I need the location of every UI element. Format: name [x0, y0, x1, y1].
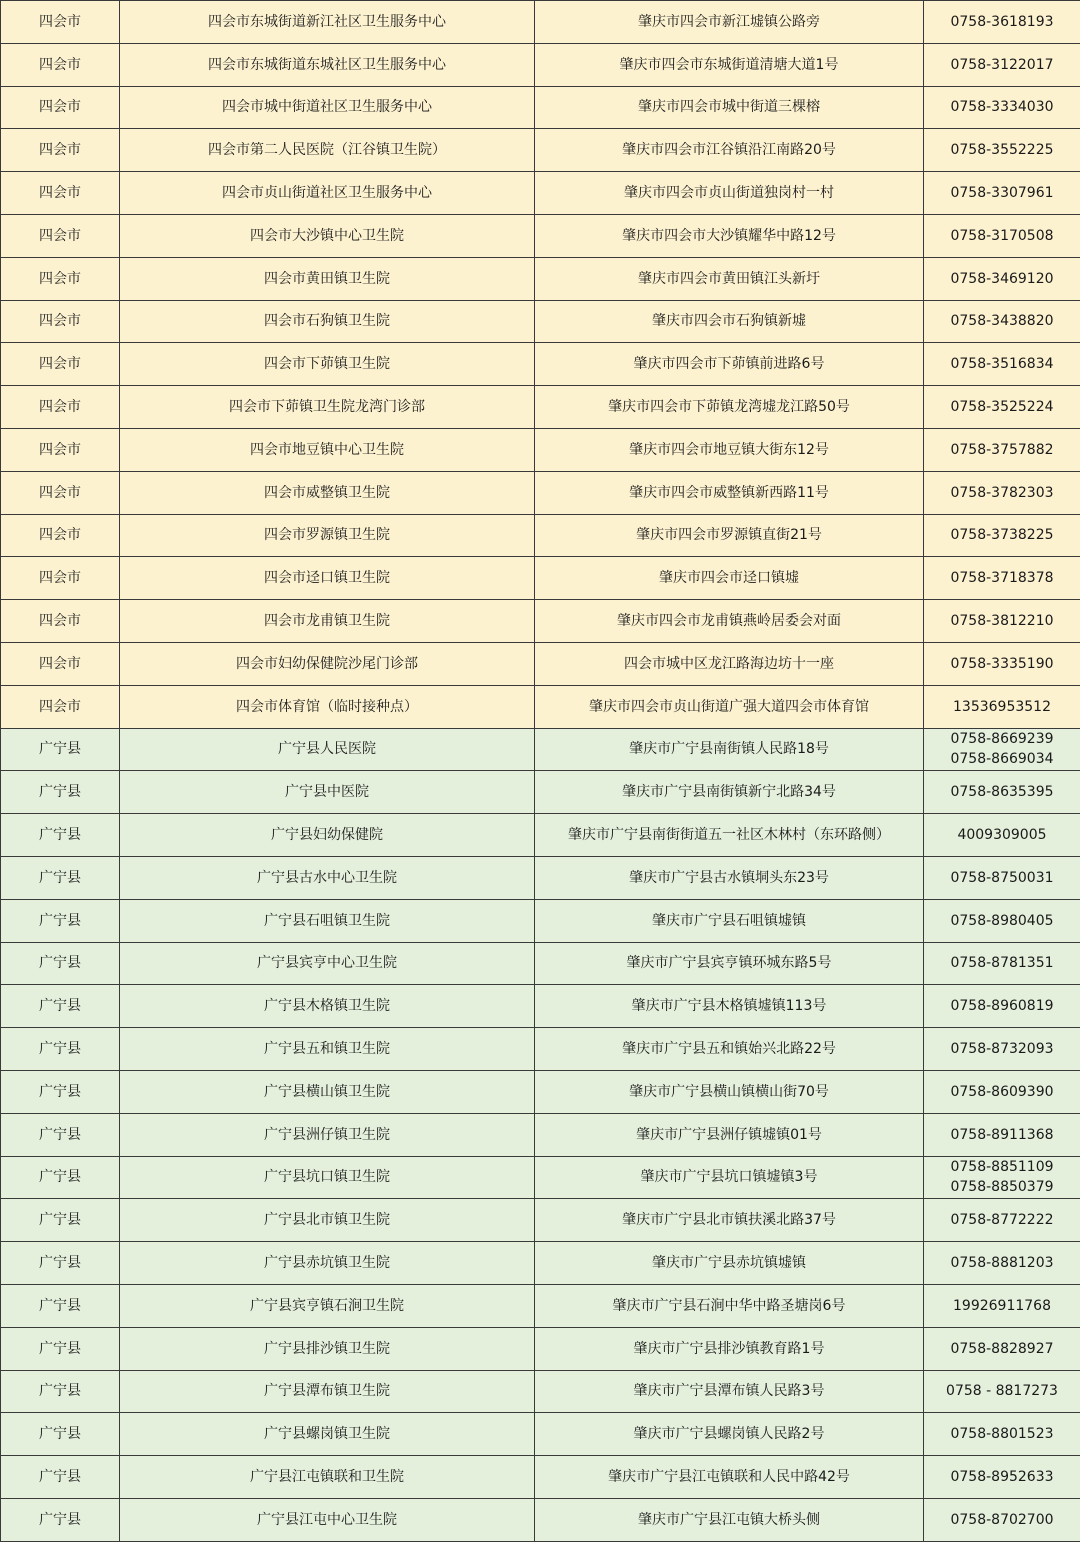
address-cell: 肇庆市四会市江谷镇沿江南路20号 — [535, 129, 924, 172]
phone-cell — [924, 129, 1080, 172]
address-cell: 肇庆市广宁县螺岗镇人民路2号 — [535, 1413, 924, 1456]
area-cell: 广宁县 — [1, 1070, 120, 1113]
area-cell: 四会市 — [1, 685, 120, 728]
site-name-cell: 四会市体育馆（临时接种点） — [120, 685, 535, 728]
area-cell: 四会市 — [1, 642, 120, 685]
table-row — [1, 1070, 1080, 1113]
phone-number: 0758-8732093 — [950, 1041, 1054, 1058]
table-row — [1, 257, 1080, 300]
site-name-cell: 广宁县螺岗镇卫生院 — [120, 1413, 535, 1456]
address-cell: 肇庆市四会市贞山街道广强大道四会市体育馆 — [535, 685, 924, 728]
site-name-cell: 四会市大沙镇中心卫生院 — [120, 214, 535, 257]
area-cell: 四会市 — [1, 343, 120, 386]
phone-cell — [924, 557, 1080, 600]
phone-number: 0758-8980405 — [950, 912, 1054, 929]
phone-number: 0758-3334030 — [950, 99, 1054, 116]
site-name-cell: 广宁县石咀镇卫生院 — [120, 899, 535, 942]
site-name-cell: 四会市迳口镇卫生院 — [120, 557, 535, 600]
area-cell: 四会市 — [1, 172, 120, 215]
phone-number: 0758-3525224 — [950, 399, 1054, 416]
phone-cell — [924, 1456, 1080, 1499]
table-row — [1, 1284, 1080, 1327]
site-name-cell: 广宁县洲仔镇卫生院 — [120, 1113, 535, 1156]
phone-number: 0758-8881203 — [950, 1255, 1054, 1271]
phone-number: 0758-8850379 — [950, 1179, 1054, 1196]
area-cell: 广宁县 — [1, 1113, 120, 1156]
table-row — [1, 1498, 1080, 1541]
phone-cell — [924, 343, 1080, 386]
address-cell: 肇庆市广宁县排沙镇教育路1号 — [535, 1327, 924, 1370]
phone-number: 0758-8828927 — [950, 1340, 1054, 1357]
area-cell: 广宁县 — [1, 1156, 120, 1199]
phone-cell — [924, 257, 1080, 300]
area-cell: 四会市 — [1, 557, 120, 600]
table-row — [1, 471, 1080, 514]
phone-number: 0758-3552225 — [950, 142, 1054, 159]
address-cell: 肇庆市广宁县横山镇横山街70号 — [535, 1070, 924, 1113]
site-name-cell: 四会市妇幼保健院沙尾门诊部 — [120, 642, 535, 685]
address-cell: 肇庆市广宁县潭布镇人民路3号 — [535, 1370, 924, 1413]
area-cell: 广宁县 — [1, 942, 120, 985]
address-cell: 肇庆市广宁县洲仔镇墟镇01号 — [535, 1113, 924, 1156]
phone-cell — [924, 1370, 1080, 1413]
phone-number: 0758-8911368 — [950, 1126, 1054, 1143]
phone-number: 0758-3469120 — [950, 270, 1054, 287]
site-name-cell: 四会市第二人民医院（江谷镇卫生院） — [120, 129, 535, 172]
address-cell: 肇庆市四会市威整镇新西路11号 — [535, 471, 924, 514]
table-row — [1, 172, 1080, 215]
site-name-cell: 四会市石狗镇卫生院 — [120, 300, 535, 343]
address-cell: 肇庆市四会市新江墟镇公路旁 — [535, 1, 924, 44]
address-cell: 肇庆市四会市下茆镇前进路6号 — [535, 343, 924, 386]
phone-number: 0758-3738225 — [950, 527, 1054, 544]
table-row — [1, 1113, 1080, 1156]
site-name-cell: 广宁县人民医院 — [120, 728, 535, 771]
phone-number: 0758-8669034 — [950, 751, 1054, 768]
phone-number: 0758-3170508 — [950, 227, 1054, 244]
phone-number: 0758-8851109 — [950, 1159, 1054, 1176]
table-row — [1, 428, 1080, 471]
phone-cell — [924, 1199, 1080, 1242]
phone-number: 0758-3438820 — [950, 313, 1054, 330]
table-row — [1, 1456, 1080, 1499]
site-name-cell: 广宁县江屯镇联和卫生院 — [120, 1456, 535, 1499]
phone-cell — [924, 1156, 1080, 1199]
address-cell: 肇庆市广宁县赤坑镇墟镇 — [535, 1242, 924, 1285]
area-cell: 四会市 — [1, 471, 120, 514]
phone-number: 19926911768 — [953, 1297, 1051, 1314]
address-cell: 肇庆市四会市下茆镇龙湾墟龙江路50号 — [535, 386, 924, 429]
address-cell: 肇庆市四会市城中街道三棵榕 — [535, 86, 924, 129]
area-cell: 广宁县 — [1, 899, 120, 942]
phone-cell — [924, 728, 1080, 771]
site-name-cell: 四会市下茆镇卫生院 — [120, 343, 535, 386]
site-name-cell: 广宁县五和镇卫生院 — [120, 1028, 535, 1071]
area-cell: 广宁县 — [1, 814, 120, 857]
address-cell: 肇庆市四会市罗源镇直街21号 — [535, 514, 924, 557]
phone-number: 0758-8702700 — [950, 1511, 1054, 1528]
phone-number: 0758-8635395 — [950, 784, 1054, 801]
phone-number: 0758-3516834 — [950, 356, 1054, 373]
phone-cell — [924, 471, 1080, 514]
table-row — [1, 942, 1080, 985]
phone-cell — [924, 1242, 1080, 1285]
area-cell: 广宁县 — [1, 1498, 120, 1541]
phone-cell — [924, 856, 1080, 899]
area-cell: 四会市 — [1, 300, 120, 343]
table-row — [1, 43, 1080, 86]
address-cell: 肇庆市广宁县南街镇人民路18号 — [535, 728, 924, 771]
site-name-cell: 广宁县木格镇卫生院 — [120, 985, 535, 1028]
table-row — [1, 899, 1080, 942]
phone-cell — [924, 1284, 1080, 1327]
table-row — [1, 1413, 1080, 1456]
address-cell: 肇庆市四会市黄田镇江头新圩 — [535, 257, 924, 300]
site-name-cell: 广宁县中医院 — [120, 771, 535, 814]
site-name-cell: 广宁县排沙镇卫生院 — [120, 1327, 535, 1370]
site-name-cell: 四会市地豆镇中心卫生院 — [120, 428, 535, 471]
phone-number: 0758-3812210 — [950, 613, 1054, 630]
address-cell: 肇庆市广宁县石涧中华中路圣塘岗6号 — [535, 1284, 924, 1327]
address-cell: 四会市城中区龙江路海边坊十一座 — [535, 642, 924, 685]
area-cell: 广宁县 — [1, 1370, 120, 1413]
address-cell: 肇庆市广宁县江屯镇大桥头侧 — [535, 1498, 924, 1541]
site-name-cell: 广宁县宾亨镇石涧卫生院 — [120, 1284, 535, 1327]
table-body — [1, 1, 1080, 1542]
address-cell: 肇庆市广宁县江屯镇联和人民中路42号 — [535, 1456, 924, 1499]
phone-cell — [924, 1498, 1080, 1541]
phone-number: 0758-3782303 — [950, 484, 1054, 501]
table-row — [1, 600, 1080, 643]
phone-cell — [924, 1, 1080, 44]
table-row — [1, 771, 1080, 814]
table-row — [1, 856, 1080, 899]
address-cell: 肇庆市四会市大沙镇耀华中路12号 — [535, 214, 924, 257]
phone-cell — [924, 1327, 1080, 1370]
address-cell: 肇庆市广宁县石咀镇墟镇 — [535, 899, 924, 942]
area-cell: 广宁县 — [1, 728, 120, 771]
phone-cell — [924, 86, 1080, 129]
table-row — [1, 642, 1080, 685]
site-name-cell: 广宁县古水中心卫生院 — [120, 856, 535, 899]
address-cell: 肇庆市广宁县宾亨镇环城东路5号 — [535, 942, 924, 985]
site-name-cell: 四会市东城街道东城社区卫生服务中心 — [120, 43, 535, 86]
table-row — [1, 214, 1080, 257]
phone-number: 0758-3122017 — [950, 56, 1054, 73]
address-cell: 肇庆市四会市贞山街道独岗村一村 — [535, 172, 924, 215]
address-cell: 肇庆市广宁县南街镇新宁北路34号 — [535, 771, 924, 814]
area-cell: 广宁县 — [1, 856, 120, 899]
table-row — [1, 343, 1080, 386]
site-name-cell: 四会市下茆镇卫生院龙湾门诊部 — [120, 386, 535, 429]
phone-cell — [924, 985, 1080, 1028]
phone-number: 0758 - 8817273 — [946, 1383, 1058, 1400]
phone-number: 0758-8609390 — [950, 1083, 1054, 1100]
area-cell: 广宁县 — [1, 771, 120, 814]
phone-number: 0758-8952633 — [950, 1468, 1054, 1485]
site-name-cell: 广宁县潭布镇卫生院 — [120, 1370, 535, 1413]
area-cell: 四会市 — [1, 600, 120, 643]
table-row — [1, 685, 1080, 728]
phone-cell — [924, 771, 1080, 814]
site-name-cell: 四会市贞山街道社区卫生服务中心 — [120, 172, 535, 215]
phone-number: 0758-3757882 — [950, 441, 1054, 458]
phone-number: 0758-3307961 — [950, 185, 1054, 202]
phone-cell — [924, 642, 1080, 685]
address-cell: 肇庆市四会市龙甫镇燕岭居委会对面 — [535, 600, 924, 643]
phone-number: 0758-3335190 — [950, 655, 1054, 672]
phone-cell — [924, 386, 1080, 429]
area-cell: 四会市 — [1, 514, 120, 557]
address-cell: 肇庆市广宁县木格镇墟镇113号 — [535, 985, 924, 1028]
address-cell: 肇庆市广宁县古水镇垌头东23号 — [535, 856, 924, 899]
table-row — [1, 1327, 1080, 1370]
phone-cell — [924, 685, 1080, 728]
phone-number: 0758-8781351 — [950, 955, 1054, 972]
table-row — [1, 386, 1080, 429]
area-cell: 四会市 — [1, 1, 120, 44]
phone-cell — [924, 1413, 1080, 1456]
table-row — [1, 1156, 1080, 1199]
site-name-cell: 广宁县江屯中心卫生院 — [120, 1498, 535, 1541]
phone-cell — [924, 300, 1080, 343]
table-row — [1, 1028, 1080, 1071]
site-name-cell: 广宁县坑口镇卫生院 — [120, 1156, 535, 1199]
phone-number: 0758-8801523 — [950, 1426, 1054, 1443]
area-cell: 广宁县 — [1, 1028, 120, 1071]
table-row — [1, 86, 1080, 129]
area-cell: 广宁县 — [1, 1327, 120, 1370]
address-cell: 肇庆市广宁县五和镇始兴北路22号 — [535, 1028, 924, 1071]
site-name-cell: 四会市威整镇卫生院 — [120, 471, 535, 514]
table-row — [1, 728, 1080, 771]
area-cell: 四会市 — [1, 43, 120, 86]
table-row — [1, 985, 1080, 1028]
phone-cell — [924, 942, 1080, 985]
address-cell: 肇庆市四会市石狗镇新墟 — [535, 300, 924, 343]
area-cell: 四会市 — [1, 129, 120, 172]
area-cell: 四会市 — [1, 257, 120, 300]
address-cell: 肇庆市四会市东城街道清塘大道1号 — [535, 43, 924, 86]
phone-number: 0758-8960819 — [950, 998, 1054, 1015]
address-cell: 肇庆市四会市地豆镇大街东12号 — [535, 428, 924, 471]
table-row — [1, 1370, 1080, 1413]
phone-cell — [924, 428, 1080, 471]
phone-cell — [924, 214, 1080, 257]
phone-cell — [924, 1113, 1080, 1156]
site-name-cell: 广宁县横山镇卫生院 — [120, 1070, 535, 1113]
site-name-cell: 广宁县宾亨中心卫生院 — [120, 942, 535, 985]
phone-number: 0758-8772222 — [950, 1212, 1054, 1229]
site-name-cell: 四会市罗源镇卫生院 — [120, 514, 535, 557]
area-cell: 广宁县 — [1, 1199, 120, 1242]
area-cell: 广宁县 — [1, 1284, 120, 1327]
area-cell: 广宁县 — [1, 985, 120, 1028]
table-row — [1, 1242, 1080, 1285]
table-row — [1, 1, 1080, 44]
site-name-cell: 广宁县妇幼保健院 — [120, 814, 535, 857]
area-cell: 四会市 — [1, 86, 120, 129]
table-row — [1, 557, 1080, 600]
area-cell: 广宁县 — [1, 1413, 120, 1456]
phone-cell — [924, 814, 1080, 857]
table-row — [1, 814, 1080, 857]
phone-cell — [924, 600, 1080, 643]
phone-cell — [924, 1070, 1080, 1113]
phone-number: 0758-3718378 — [950, 570, 1054, 587]
phone-cell — [924, 43, 1080, 86]
table-row — [1, 300, 1080, 343]
phone-cell — [924, 899, 1080, 942]
address-cell: 肇庆市广宁县南街街道五一社区木林村（东环路侧） — [535, 814, 924, 857]
area-cell: 广宁县 — [1, 1242, 120, 1285]
table-row — [1, 514, 1080, 557]
area-cell: 四会市 — [1, 428, 120, 471]
phone-cell — [924, 514, 1080, 557]
site-name-cell: 广宁县北市镇卫生院 — [120, 1199, 535, 1242]
site-name-cell: 广宁县赤坑镇卫生院 — [120, 1242, 535, 1285]
table-row — [1, 1199, 1080, 1242]
phone-number: 13536953512 — [953, 698, 1051, 715]
area-cell: 广宁县 — [1, 1456, 120, 1499]
phone-number: 0758-8669239 — [950, 731, 1054, 748]
site-name-cell: 四会市东城街道新江社区卫生服务中心 — [120, 1, 535, 44]
phone-number: 0758-3618193 — [950, 13, 1054, 30]
address-cell: 肇庆市广宁县坑口镇墟镇3号 — [535, 1156, 924, 1199]
phone-number: 0758-8750031 — [950, 869, 1054, 886]
area-cell: 四会市 — [1, 386, 120, 429]
site-name-cell: 四会市黄田镇卫生院 — [120, 257, 535, 300]
address-cell: 肇庆市四会市迳口镇墟 — [535, 557, 924, 600]
site-name-cell: 四会市城中街道社区卫生服务中心 — [120, 86, 535, 129]
table-row — [1, 129, 1080, 172]
site-name-cell: 四会市龙甫镇卫生院 — [120, 600, 535, 643]
phone-cell — [924, 172, 1080, 215]
area-cell: 四会市 — [1, 214, 120, 257]
address-cell: 肇庆市广宁县北市镇扶溪北路37号 — [535, 1199, 924, 1242]
phone-number: 4009309005 — [957, 827, 1047, 844]
phone-cell — [924, 1028, 1080, 1071]
